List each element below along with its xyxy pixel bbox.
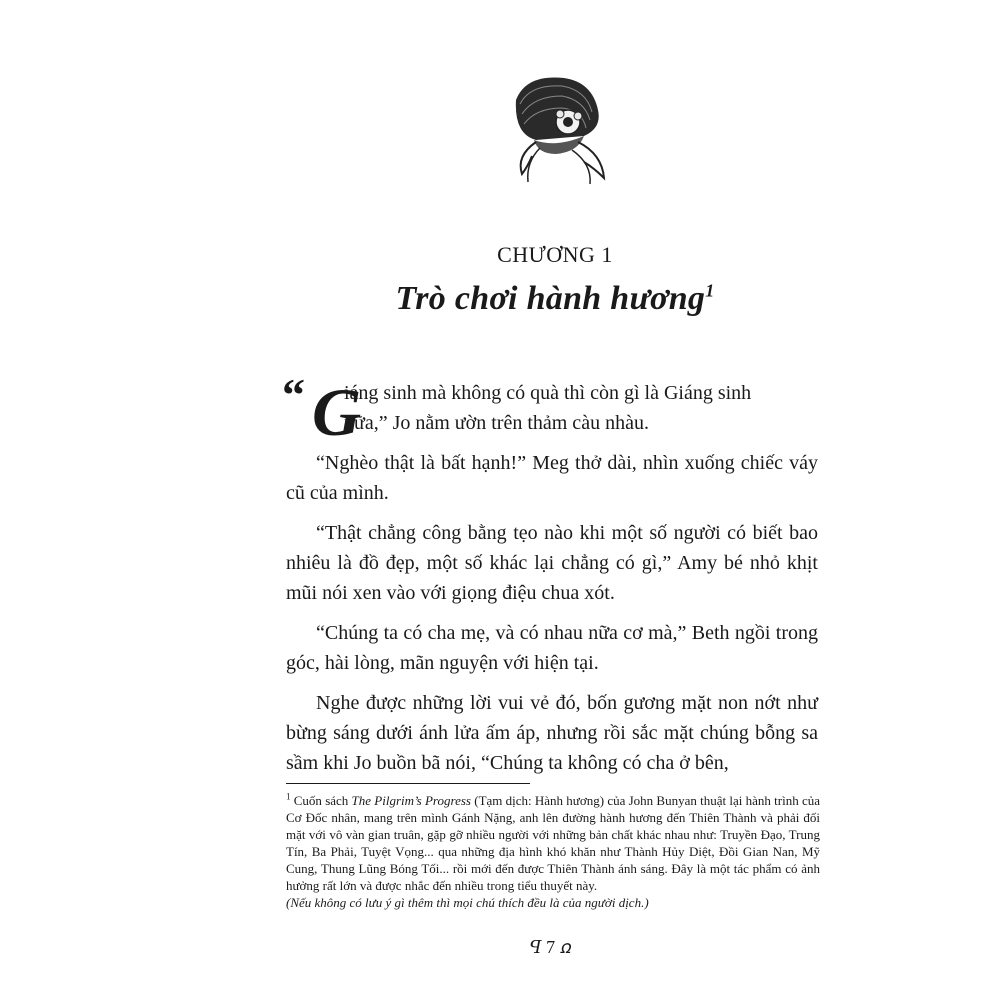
opening-line-2: nữa,” Jo nằm ườn trên thảm càu nhàu. xyxy=(344,412,649,434)
footnote-book-title: The Pilgrim’s Progress xyxy=(351,793,471,808)
footnote-lead: Cuốn sách xyxy=(293,793,352,808)
opening-line-1: iáng sinh mà không có quà thì còn gì là Giáng sinh xyxy=(344,382,752,404)
page-number-area xyxy=(0,935,1000,959)
chapter-title xyxy=(0,280,1000,318)
paragraph: “Chúng ta có cha mẹ, và có nhau nữa cơ mà,” Beth ngồi trong góc, hài lòng, mãn nguyện với hiện tại. xyxy=(286,622,818,674)
chapter-title-text: Trò chơi hành hương xyxy=(395,280,706,317)
left-ornament-icon: ꟼ xyxy=(529,937,542,957)
bonnet-illustration xyxy=(506,70,610,190)
footnote xyxy=(286,792,820,911)
paragraph: “Thật chẳng công bằng tẹo nào khi một số người có biết bao nhiêu là đồ đẹp, một số khác lại chẳng có gì,” Amy bé nhỏ khịt mũi nói xen vào với giọng điệu chua xót. xyxy=(286,522,818,604)
paragraph: Nghe được những lời vui vẻ đó, bốn gương mặt non nớt như bừng sáng dưới ánh lửa ấm áp, nhưng rồi sắc mặt chúng bỗng sa sầm khi Jo buồn bã nói, “Chúng ta không có cha ở bên, xyxy=(286,692,818,774)
right-ornament-icon: ꭥ xyxy=(559,937,571,957)
body-text xyxy=(282,369,818,788)
paragraph: “Nghèo thật là bất hạnh!” Meg thở dài, nhìn xuống chiếc váy cũ của mình. xyxy=(286,452,818,504)
footnote-divider xyxy=(286,783,530,784)
footnote-text: (Tạm dịch: Hành hương) của John Bunyan thuật lại hành trình của Cơ Đốc nhân, mang trên mình Gánh Nặng, anh lên đường hành hương đến Thiên Thành và phải đối mặt với vô vàn gian truân, gặp gỡ nhiều người với những bản chất khác nhau như: Truyền Đạo, Trung Tín, Ba Phải, Tuyệt Vọng... qua những địa hình khó khăn như Thành Hủy Diệt, Đồi Gian Nan, Mỹ Cung, Thung Lũng Bóng Tối... rồi mới đến được Thiên Thành ánh sáng. Đây là một tác phẩm có ảnh hưởng rất lớn và được nhắc đến nhiều trong tiểu thuyết này. xyxy=(286,793,820,893)
opening-paragraph xyxy=(282,369,818,450)
page-number: 7 xyxy=(546,937,556,957)
drop-cap: G xyxy=(312,374,362,450)
footnote-translator-note: (Nếu không có lưu ý gì thêm thì mọi chú thích đều là của người dịch.) xyxy=(286,895,649,910)
opening-quote-mark: “ xyxy=(282,369,305,420)
chapter-number: CHƯƠNG 1 xyxy=(497,242,613,267)
chapter-title-footnote-marker: 1 xyxy=(705,280,715,301)
footnote-marker: 1 xyxy=(286,791,291,802)
